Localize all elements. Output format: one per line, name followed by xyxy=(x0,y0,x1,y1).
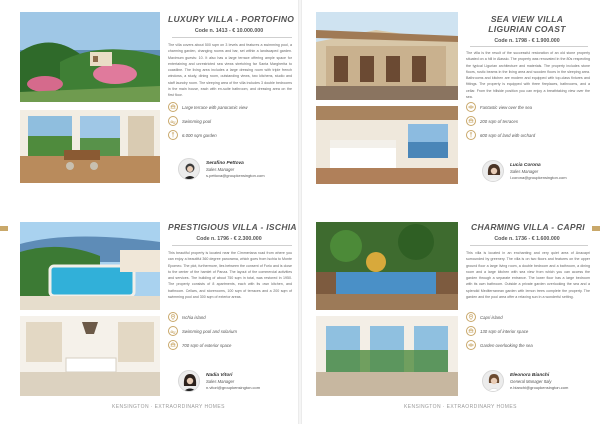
listing-description: This villa is located in an enchanting and very quiet area of Anacapri surrounded by greenery. The villa is on two floors and features on the upper ground floor a large living room, a double bedroom and a bathroom, a dining room and a large kitchen with sea view from which you can access the garden through a separate entrance. The lower floor has a large bedroom with its own bathroom. Outside a private garden overlooking the sea and a splendid Mediterranean garden with lemon trees complete the property. The garden and the pool area offer a relaxing sun in a wonderful setting. xyxy=(466,251,590,300)
feature-text: Ischia island xyxy=(182,314,206,320)
feature-item xyxy=(168,340,231,350)
photo-ischia-pool xyxy=(20,222,160,310)
agent-name: Lucia Corona xyxy=(510,162,541,168)
view-icon xyxy=(466,102,476,112)
listing-description: The villa covers about 500 sqm on 3 levels and features a swimming pool, a charming garden, changing rooms and bar, set within a landscaped garden. Maximum guests: 10. It also has a large terrace offering ample space for entertaining and unrestricted sea views stretching far Santa Margherita to coastline. The living area includes a large dressing room with triple french windows, a study, dining room, outstanding views, two kitchens, studio and staff laundry room. The sleeping area of the villa includes 3 double bedrooms in the main house, each with en-suite bathroom, and dressing area on the first floor. xyxy=(168,43,292,98)
agent-email[interactable]: e.bianchi@groupkensington.com xyxy=(510,384,569,390)
agent-card xyxy=(178,158,265,180)
feature-text: 130 sqm of interior space xyxy=(480,328,529,334)
island-icon xyxy=(168,312,178,322)
agent-role: General Manager Italy xyxy=(510,378,552,384)
listing-description: The villa is the result of the successful restoration of an old stone property situated on a hill in Alassio. The property was renovated in the 80s respecting the typical Ligurian architecture and materials. The property includes stone floors, rustic beams in the living area and wooden floors in the sleeping area. Bathrooms and kitchen are modern and equipped with top-class fixtures and fittings. The property is equipped with three fireplaces, bathrooms, and a cellar. From the hillside position you can enjoy a breathtaking view over the sea. xyxy=(466,51,590,100)
terrace-icon xyxy=(466,116,476,126)
listing-title: PRESTIGIOUS VILLA - ISCHIA xyxy=(168,222,297,232)
listing-title: LUXURY VILLA - PORTOFINO xyxy=(168,14,295,24)
feature-text: Capri island xyxy=(480,314,503,320)
listing-code: Code n. 1736 - € 1.600.000 xyxy=(494,236,560,242)
listing-title: SEA VIEW VILLA LIGURIAN COAST xyxy=(488,14,566,34)
feature-item xyxy=(168,116,211,126)
photo-portofino-garden xyxy=(20,12,160,102)
agent-name: Eleonora Bianchi xyxy=(510,372,550,378)
agent-name: Nadia Vitori xyxy=(206,372,233,378)
view-icon xyxy=(466,340,476,350)
footer-left: KENSINGTON · EXTRAORDINARY HOMES xyxy=(112,404,225,410)
feature-item xyxy=(466,312,503,322)
garden-icon xyxy=(168,130,178,140)
photo-ligurian-exterior xyxy=(316,12,458,100)
divider xyxy=(172,245,292,246)
feature-item xyxy=(466,102,532,112)
avatar xyxy=(482,370,504,392)
agent-email[interactable]: l.corona@groupkensington.com xyxy=(510,174,567,180)
agent-card xyxy=(482,160,567,182)
agent-role: Sales Manager xyxy=(206,166,235,172)
avatar xyxy=(178,158,200,180)
feature-text: Fantastic view over the sea xyxy=(480,104,533,110)
feature-text: Swimming pool and solarium xyxy=(182,328,237,334)
photo-portofino-terrace xyxy=(20,110,160,183)
page-marker-left xyxy=(0,226,8,231)
pool-icon xyxy=(168,116,178,126)
photo-capri-garden xyxy=(316,222,458,310)
divider xyxy=(470,46,588,47)
feature-item xyxy=(466,326,528,336)
divider xyxy=(470,245,588,246)
photo-ligurian-bedroom xyxy=(316,106,458,184)
island-icon xyxy=(466,312,476,322)
footer-right: KENSINGTON · EXTRAORDINARY HOMES xyxy=(404,404,517,410)
agent-email[interactable]: n.vitori@groupkensington.com xyxy=(206,384,261,390)
feature-text: 200 sqm of terraces xyxy=(480,118,518,124)
feature-item xyxy=(466,130,535,140)
photo-ischia-dining xyxy=(20,316,160,396)
agent-email[interactable]: s.pettova@groupkensington.com xyxy=(206,172,265,178)
terrace-icon xyxy=(168,340,178,350)
feature-item xyxy=(168,130,217,140)
feature-item xyxy=(168,312,206,322)
listing-code: Code n. 1413 - € 10.000.000 xyxy=(194,28,264,34)
agent-name: Serafino Pettova xyxy=(206,160,244,166)
feature-text: 700 sqm of exterior space xyxy=(182,342,232,348)
listing-code: Code n. 1798 - € 1.900.000 xyxy=(494,38,560,44)
page-gutter xyxy=(298,0,302,424)
feature-item xyxy=(168,102,247,112)
listing-description: This beautiful property is located near the Cimmeriana road from where you can enjoy a beautiful 360 degree panorama, which goes from Ischia to Monte Epomeo. The plot, furthermore, lies between the consent of Forio and is close to the center of the hamlet of Panza. The layout of the commercial activities and services. The building of about 750 sqm in total, was restored in 1950. The property consists of 8 apartments, each with its own kitchen, and bathroom. Cellars, and storerooms, 100 sqm of terraces and a 200 sqm of swimming pool and 300 sqm of exterior areas. xyxy=(168,251,292,300)
feature-text: Large terrace with panoramic view xyxy=(182,104,248,110)
garden-icon xyxy=(466,130,476,140)
pool-icon xyxy=(168,326,178,336)
feature-text: 6.000 sqm garden xyxy=(182,132,217,138)
agent-card xyxy=(178,370,260,392)
listing-title: CHARMING VILLA - CAPRI xyxy=(471,222,585,232)
feature-item xyxy=(168,326,237,336)
photo-capri-interior xyxy=(316,316,458,396)
agent-card xyxy=(482,370,568,392)
terrace-icon xyxy=(168,102,178,112)
feature-text: Garden overlooking the sea xyxy=(480,342,533,348)
divider xyxy=(172,37,292,38)
avatar xyxy=(178,370,200,392)
feature-text: Swimming pool xyxy=(182,118,212,124)
avatar xyxy=(482,160,504,182)
agent-role: Sales Manager xyxy=(206,378,235,384)
feature-text: 600 sqm of land with orchard xyxy=(480,132,536,138)
terrace-icon xyxy=(466,326,476,336)
feature-item xyxy=(466,340,533,350)
listing-code: Code n. 1796 - € 2.300.000 xyxy=(196,236,262,242)
feature-item xyxy=(466,116,518,126)
agent-role: Sales Manager xyxy=(510,168,539,174)
page-marker-right xyxy=(592,226,600,231)
